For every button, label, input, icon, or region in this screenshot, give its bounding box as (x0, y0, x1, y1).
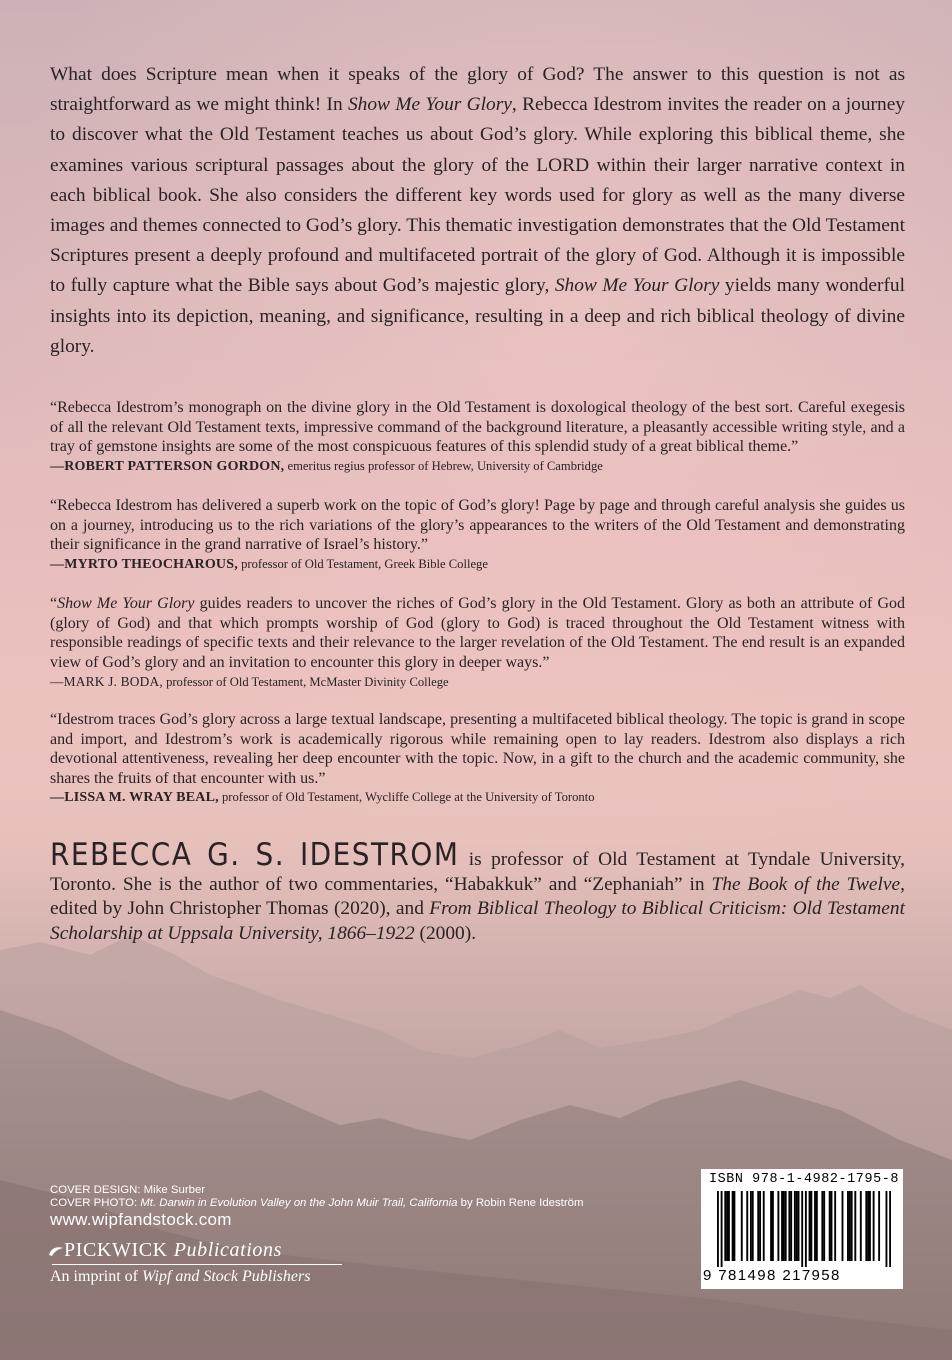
imprint-name: Wipf and Stock Publishers (142, 1268, 311, 1285)
cover-design-credit: COVER DESIGN: Mike Surber (50, 1184, 206, 1196)
endorsement-body: guides readers to uncover the riches of God’s glory in the Old Testament. Glory as both an attribute of God (glory of God) and that which prompts worship of God (glory to God) is traced throughout the Old Testament witness with responsible readings of specific texts and their relevance to the larger revelation of the Old Testament. The end result is an expanded view of God’s glory and an invitation to encounter this glory in deeper ways.” (50, 595, 905, 671)
barcode-bar (752, 1191, 754, 1261)
endorser-name: —LISSA M. WRAY BEAL, (50, 790, 219, 806)
endorser-name: —MARK J. BODA, (50, 674, 163, 690)
barcode-bar (886, 1191, 888, 1267)
publisher-name: PICKWICK (64, 1239, 168, 1261)
endorsement-attribution (50, 555, 905, 574)
barcode-bar (867, 1191, 869, 1261)
publisher-name-italic: Publications (173, 1239, 282, 1261)
barcode-bar (809, 1191, 811, 1261)
barcode-bar (770, 1191, 772, 1261)
barcode-bar (777, 1191, 779, 1261)
barcode-bar (823, 1191, 825, 1261)
blurb-text-2: , Rebecca Idestrom invites the reader on a journey to discover what the Old Testament teaches us about God’s glory. While exploring this biblical theme, she examines various scriptural passages about the glory of the LORD within their larger narrative context in each biblical book. She also considers the different key words used for glory as well as the many diverse images and themes connected to God’s glory. This thematic investigation demonstrates that the Old Testament Scriptures present a deeply profound and multifaceted portrait of the glory of God. Although it is impossible to fully capture what the Bible says about God’s majestic glory, (50, 94, 905, 297)
barcode-bar (759, 1191, 761, 1261)
barcode-bar (834, 1191, 836, 1261)
blurb-text-1: What does Scripture mean when it speaks of the glory of God? The answer to this question is not as straightforward as we might think! In (50, 64, 905, 116)
barcode-bar (732, 1191, 734, 1261)
endorsement-gordon (50, 398, 905, 476)
bio-book-title-2: From Biblical Theology to Biblical Criticism: Old Testament Scholarship at Uppsala University, 1866–1922 (50, 898, 905, 944)
barcode-bar (750, 1191, 752, 1261)
isbn-barcode (701, 1169, 903, 1289)
barcode-bar (865, 1191, 867, 1261)
barcode-bars (717, 1191, 891, 1267)
endorser-role: professor of Old Testament, Greek Bible College (237, 556, 488, 571)
endorsement-wray-beal (50, 710, 905, 807)
endorser-role: professor of Old Testament, Wycliffe College at the University of Toronto (218, 790, 595, 805)
quote-open: “ (50, 595, 58, 612)
publisher-divider (52, 1264, 342, 1265)
blurb-text-3: yields many wonderful insights into its depiction, meaning, and significance, resulting in a deep and rich biblical theology of divine glory. (50, 275, 906, 357)
barcode-bar (717, 1191, 719, 1267)
endorsement-text: “Rebecca Idestrom has delivered a superb work on the topic of God’s glory! Page by page and through careful analysis she guides us on a journey, introducing us to the rich variations of the glory’s appearances to the writers of the Old Testament and demonstrating their significance in the grand narrative of Israel’s history.” (50, 497, 905, 554)
endorsement-theocharous (50, 496, 905, 574)
barcode-bar (860, 1191, 862, 1261)
barcode-bar (746, 1191, 748, 1261)
author-name: REBECCA G. S. IDESTROM (50, 837, 460, 873)
cover-photo-credit (50, 1197, 650, 1210)
barcode-bar (889, 1191, 891, 1267)
barcode-bar (796, 1191, 798, 1261)
endorsement-book-title: Show Me Your Glory (57, 595, 195, 612)
endorser-role: emeritus regius professor of Hebrew, University of Cambridge (284, 458, 603, 473)
endorsement-attribution (50, 788, 905, 807)
bio-text-2: , edited by John Christopher Thomas (2020), and (50, 873, 905, 920)
barcode-bar (798, 1191, 800, 1261)
barcode-bar (726, 1191, 728, 1261)
endorser-role: professor of Old Testament, McMaster Divinity College (162, 675, 449, 690)
barcode-bar (757, 1191, 759, 1261)
endorsement-boda (50, 594, 905, 692)
barcode-bar (821, 1191, 823, 1261)
barcode-bar (805, 1191, 807, 1267)
barcode-bar (763, 1191, 765, 1261)
barcode-bar (728, 1191, 730, 1261)
barcode-bar (772, 1191, 774, 1261)
book-description (50, 60, 905, 362)
barcode-bar (814, 1191, 816, 1261)
publisher-url[interactable]: www.wipfandstock.com (50, 1210, 232, 1229)
barcode-bar (788, 1191, 790, 1261)
barcode-bar (781, 1191, 783, 1261)
endorsement-attribution (50, 672, 905, 692)
bio-book-title-1: The Book of the Twelve (711, 873, 901, 895)
barcode-bar (733, 1191, 735, 1261)
bio-text-3: (2000). (414, 922, 477, 944)
barcode-bar (847, 1191, 849, 1261)
cover-credits (50, 1184, 650, 1210)
endorsement-attribution (50, 457, 905, 476)
imprint-prefix: An imprint of (50, 1268, 142, 1285)
barcode-bar (849, 1191, 851, 1261)
barcode-bar (851, 1191, 853, 1261)
endorser-name: —ROBERT PATTERSON GORDON, (50, 458, 285, 474)
endorser-name: —MYRTO THEOCHAROUS, (50, 556, 238, 572)
barcode-bar (801, 1191, 803, 1267)
barcode-bar (816, 1191, 818, 1261)
barcode-bar (842, 1191, 844, 1261)
barcode-bar (741, 1191, 743, 1261)
author-bio (50, 837, 906, 946)
barcode-bar (873, 1191, 875, 1261)
barcode-bar (831, 1191, 833, 1261)
endorsement-text: “Rebecca Idestrom’s monograph on the divine glory in the Old Testament is doxological theology of the best sort. Careful exegesis of all the relevant Old Testament texts, impressive command of the background literature, a pleasantly accessible writing style, and a tray of gemstone insights are some of the most conspicuous features of this splendid study of a great biblical theme.” (50, 399, 905, 456)
photo-credit-suffix: by Robin Rene Ideström (457, 1197, 584, 1209)
photo-credit-prefix: COVER PHOTO: (50, 1197, 141, 1209)
endorsement-text: “Idestrom traces God’s glory across a large textual landscape, presenting a multifaceted biblical theology. The topic is grand in scope and import, and Idestrom’s work is academically rigorous while remaining open to lay readers. Idestrom also displays a rich devotional attentiveness, revealing her deep encounter with the topic. Now, in a gift to the church and the academic community, she shares the fruits of that encounter with us.” (50, 711, 905, 787)
barcode-bar (829, 1191, 831, 1261)
barcode-bar (783, 1191, 785, 1261)
barcode-bar (854, 1191, 856, 1261)
barcode-digits: 9 781498 217958 (703, 1267, 841, 1284)
blurb-book-title: Show Me Your Glory (554, 275, 720, 297)
endorsement-text (50, 594, 905, 672)
barcode-bar (794, 1191, 796, 1261)
pickwick-logo-icon (48, 1244, 64, 1258)
blurb-book-title: Show Me Your Glory (347, 94, 512, 116)
barcode-bar (869, 1191, 871, 1261)
barcode-bar (724, 1191, 726, 1261)
barcode-bar (810, 1191, 812, 1261)
barcode-bar (721, 1191, 723, 1267)
barcode-bar (878, 1191, 880, 1261)
photo-title: Mt. Darwin in Evolution Valley on the John Muir Trail, California (140, 1197, 458, 1209)
barcode-bar (790, 1191, 792, 1261)
barcode-bar (785, 1191, 787, 1261)
publisher-logo (48, 1239, 282, 1262)
bio-text-1: is professor of Old Testament at Tyndale University, Toronto. She is the author of two commentaries, “Habakkuk” and “Zephaniah” in (50, 849, 906, 895)
publisher-imprint (50, 1268, 310, 1286)
isbn-label: ISBN 978-1-4982-1795-8 (709, 1172, 899, 1187)
